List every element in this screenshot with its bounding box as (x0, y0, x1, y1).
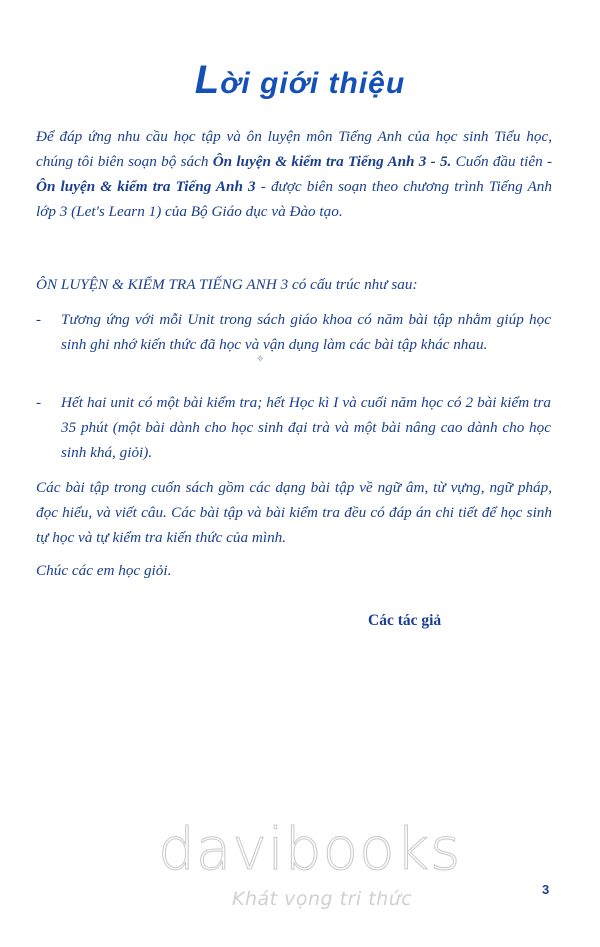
intro-text-3: - được biên soạn theo chương trình Tiếng Anh lớp 3 (Let's Learn 1) của Bộ Giáo dục và Đào tạo. (36, 178, 552, 220)
sparkle-mark-icon: ✧ (256, 354, 265, 365)
title-rest: ời giới thiệu (220, 67, 406, 100)
intro-bold-book: Ôn luyện & kiểm tra Tiếng Anh 3 (36, 178, 256, 195)
structure-heading-paragraph: ÔN LUYỆN & KIỂM TRA TIẾNG ANH 3 có cấu trúc như sau: (36, 276, 418, 293)
authors-signature: Các tác giả (368, 612, 442, 629)
intro-text-1: Để đáp ứng nhu cầu học tập và ôn luyện môn Tiếng Anh của học sinh Tiểu học, chúng tôi biên soạn bộ sách (36, 128, 552, 170)
wishes-paragraph: Chúc các em học giỏi. (36, 562, 172, 579)
exercises-paragraph: Các bài tập trong cuốn sách gồm các dạng bài tập về ngữ âm, từ vựng, ngữ pháp, đọc hiểu, và viết câu. Các bài tập và bài kiểm tra đều có đáp án chi tiết để học sinh tự học và tự kiểm tra kiến thức của mình. (36, 479, 552, 546)
page-title (0, 58, 600, 103)
intro-text-2: Cuốn đầu tiên - (451, 153, 553, 170)
intro-bold-series: Ôn luyện & kiểm tra Tiếng Anh 3 - 5. (212, 153, 452, 170)
watermark-tagline: Khát vọng tri thức (232, 888, 413, 910)
bullet-text: Hết hai unit có một bài kiểm tra; hết Học kì I và cuối năm học có 2 bài kiểm tra 35 phút (một bài dành cho học sinh đại trà và một bài nâng cao dành cho học sinh khá, giỏi). (61, 394, 551, 461)
bullet-dash: - (36, 394, 42, 411)
bullet-text: Tương ứng với mỗi Unit trong sách giáo khoa có năm bài tập nhằm giúp học sinh ghi nhớ kiến thức đã học và vận dụng làm các bài tập khác nhau. (61, 311, 551, 353)
title-first-letter: L (194, 58, 221, 102)
bullet-dash: - (36, 311, 42, 328)
intro-paragraph (36, 124, 552, 224)
watermark-brand: davibooks (158, 815, 462, 883)
page-number: 3 (542, 882, 550, 897)
